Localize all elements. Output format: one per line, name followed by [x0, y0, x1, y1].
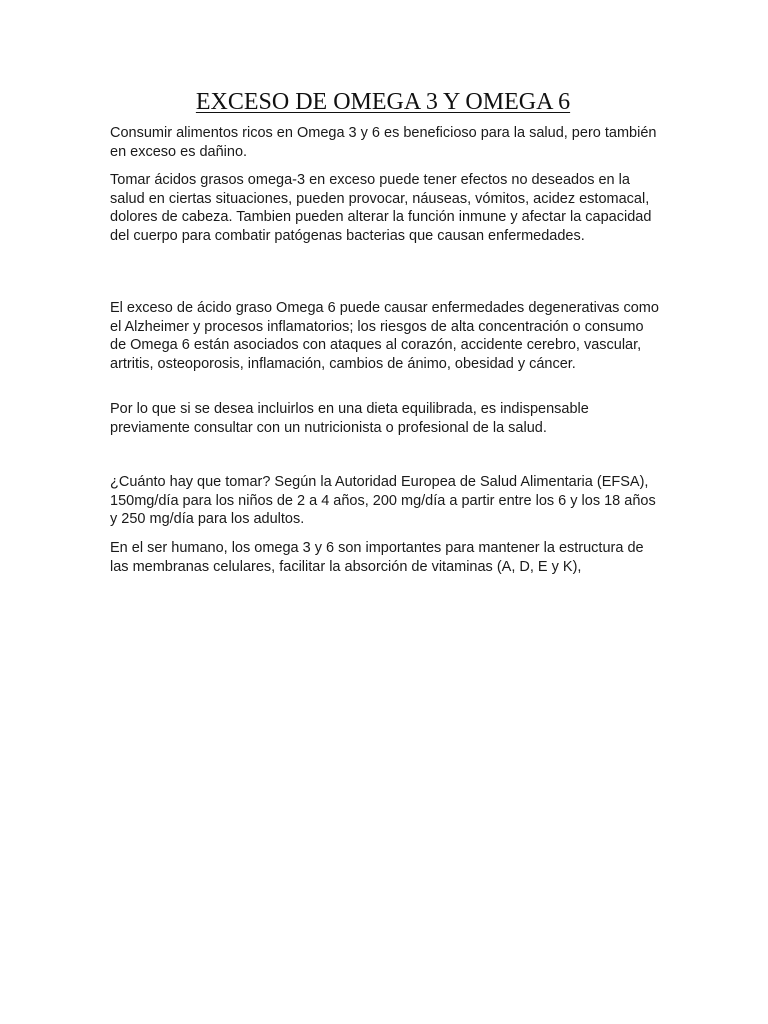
paragraph-recommendation: Por lo que si se desea incluirlos en una dieta equilibrada, es indispensable previamente consultar con un nutricionista o profesional de la salud. [110, 401, 589, 436]
paragraph-importance: En el ser humano, los omega 3 y 6 son importantes para mantener la estructura de las membranas celulares, facilitar la absorción de vitaminas (A, D, E y K), [110, 540, 644, 575]
document-title: EXCESO DE OMEGA 3 Y OMEGA 6 [195, 89, 571, 115]
paragraph-omega6-excess: El exceso de ácido graso Omega 6 puede causar enfermedades degenerativas como el Alzheimer y procesos inflamatorios; los riesgos de alta concentración o consumo de Omega 6 están asociados con ataques al corazón, accidente cerebro, vascular, artritis, osteoporosis, inflamación, cambios de ánimo, obesidad y cáncer. [110, 300, 659, 372]
paragraph-dosage: ¿Cuánto hay que tomar? Según la Autoridad Europea de Salud Alimentaria (EFSA), 150mg/día para los niños de 2 a 4 años, 200 mg/día a partir entre los 6 y los 18 años y 250 mg/día para los adultos. [110, 474, 656, 527]
paragraph-intro: Consumir alimentos ricos en Omega 3 y 6 es beneficioso para la salud, pero también en exceso es dañino. [110, 125, 657, 160]
paragraph-omega3-excess: Tomar ácidos grasos omega-3 en exceso puede tener efectos no deseados en la salud en ciertas situaciones, pueden provocar, náuseas, vómitos, acidez estomacal, dolores de cabeza. Tambien pueden alterar la función inmune y afectar la capacidad del cuerpo para combatir patógenas bacterias que causan enfermedades. [110, 172, 652, 244]
